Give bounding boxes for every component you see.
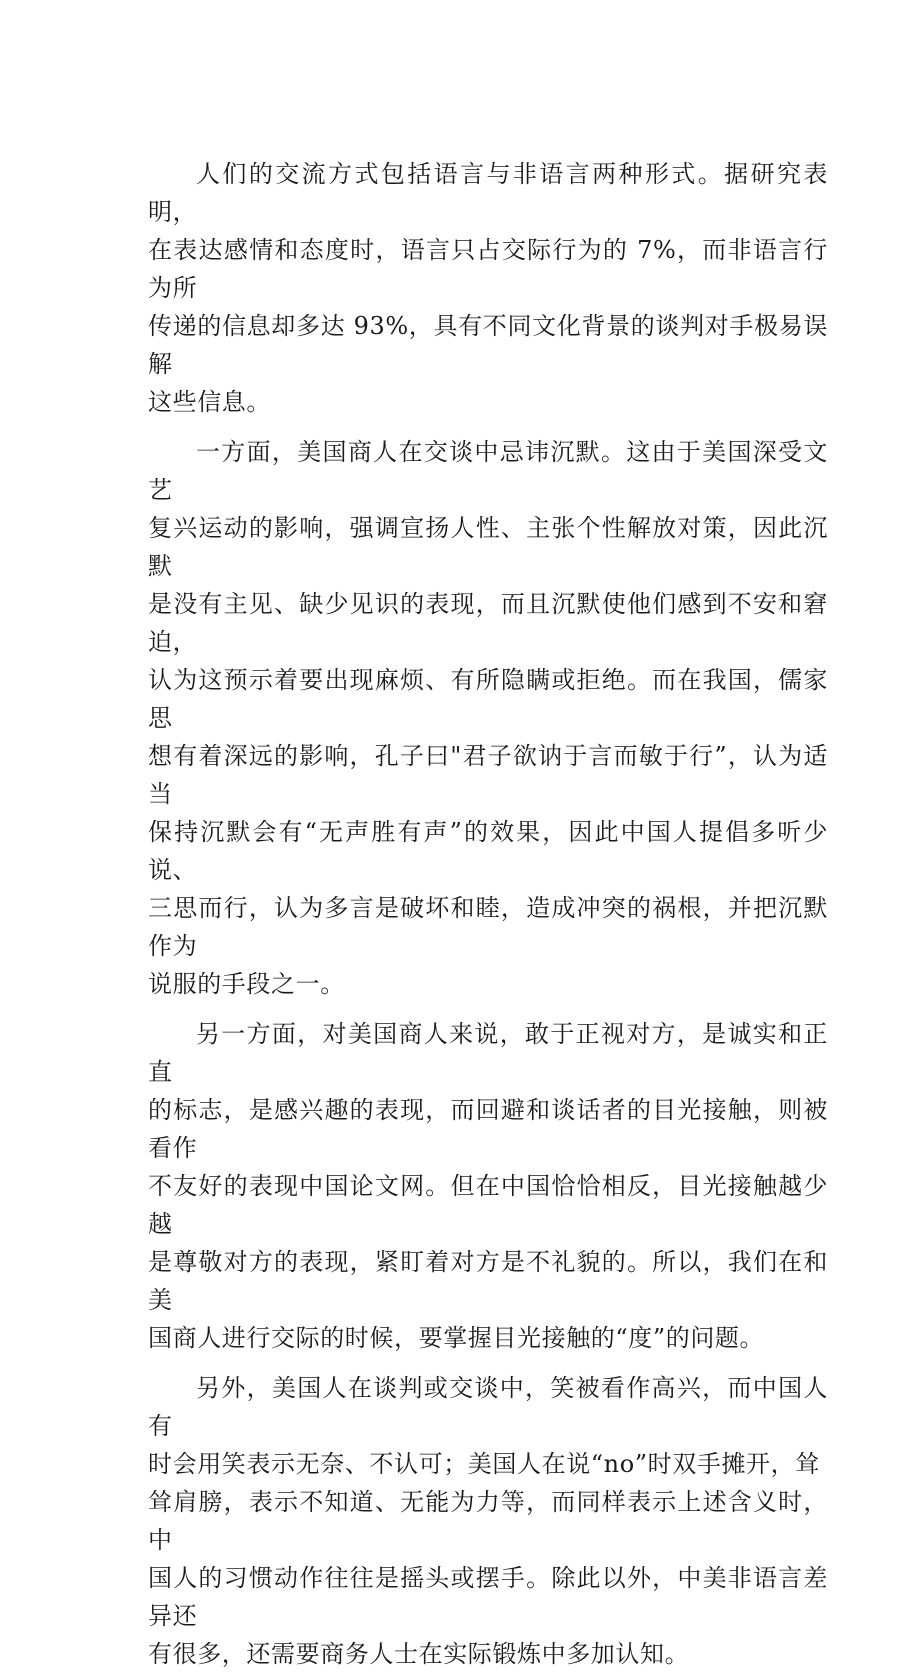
paragraph-silence: 一方面，美国商人在交谈中忌讳沉默。这由于美国深受文艺 复兴运动的影响，强调宣扬人性、主张个性解放对策，因此沉默 是没有主见、缺少见识的表现，而且沉默使他们感到不安和窘迫， 认为这预示着要出现麻烦、有所隐瞒或拒绝。而在我国，儒家思 想有着深远的影响，孔子曰"君子欲讷于言而敏于行”，认为适当 保持沉默会有“无声胜有声”的效果，因此中国人提倡多听少说、 三思而行，认为多言是破坏和睦，造成冲突的祸根，并把沉默作为 说服的手段之一。 <box>148 438 828 998</box>
paragraph-eye-contact: 另一方面，对美国商人来说，敢于正视对方，是诚实和正直 的标志，是感兴趣的表现，而回避和谈话者的目光接触，则被看作 不友好的表现中国论文网。但在中国恰恰相反，目光接触越少越 是尊敬对方的表现，紧盯着对方是不礼貌的。所以，我们在和美 国商人进行交际的时候，要掌握目光接触的“度”的问题。 <box>148 1020 828 1352</box>
document-body <box>148 155 828 1673</box>
paragraph-communication-forms: 人们的交流方式包括语言与非语言两种形式。据研究表明， 在表达感情和态度时，语言只占交际行为的 7%，而非语言行为所 传递的信息却多达 93%，具有不同文化背景的谈判对手极易误解 这些信息。 <box>148 160 828 416</box>
paragraph-gestures: 另外，美国人在谈判或交谈中，笑被看作高兴，而中国人有 时会用笑表示无奈、不认可；美国人在说“no”时双手摊开，耸 耸肩膀，表示不知道、无能为力等，而同样表示上述含义时，中 国人的习惯动作往往是摇头或摆手。除此以外，中美非语言差异还 有很多，还需要商务人士在实际锻炼中多加认知。 <box>148 1374 828 1668</box>
